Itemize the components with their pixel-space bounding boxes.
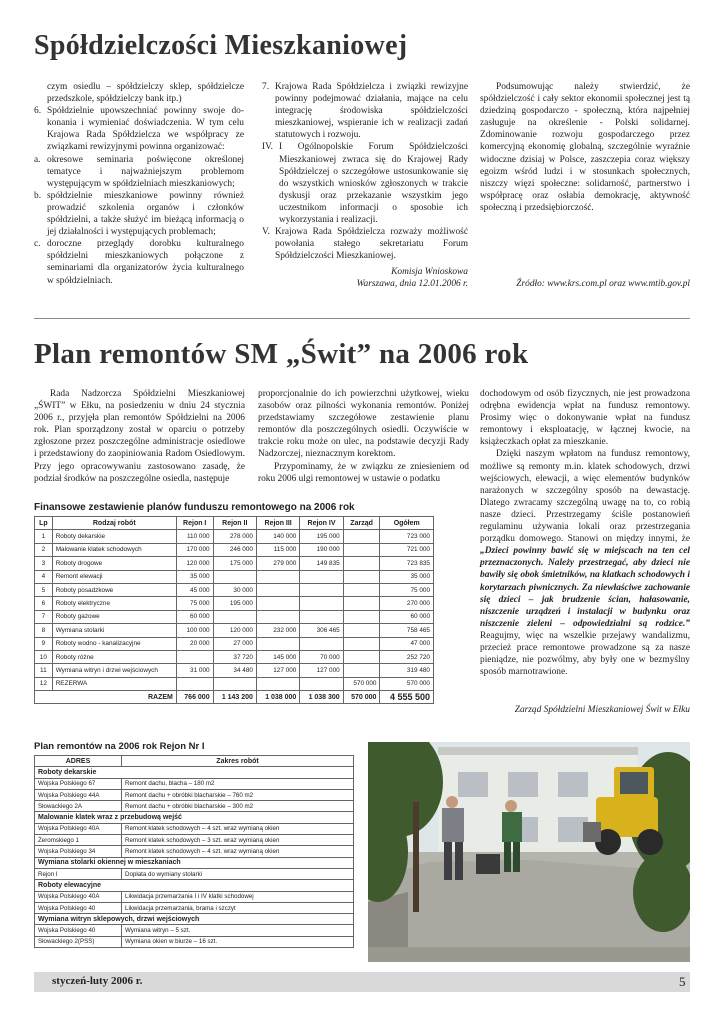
list-item-number: 6. [34,106,42,117]
fin-header-cell: Zarząd [343,517,380,530]
table-row [35,624,434,637]
rejon-header-cell: Zakres robót [122,756,354,767]
article-col-2 [258,388,469,485]
fin-cell: 140 000 [256,530,299,543]
fin-cell: 723 000 [380,530,434,543]
fin-cell: 45 000 [176,583,213,596]
fin-cell [256,570,299,583]
fin-cell: 60 000 [380,610,434,623]
fin-cell: 195 000 [300,530,343,543]
fin-cell [343,543,380,556]
fin-cell [300,597,343,610]
fin-header-cell: Ogółem [380,517,434,530]
fin-cell [300,570,343,583]
list-item-text: doroczne przeglądy dorobku kulturalnego spółdzielni mieszkaniowych połączone z seminariami dla organizatorów życia kulturalnego w spółdzielniach. [47,239,244,286]
scope-cell: Likwidacja przemarzania I i IV klatki schodowej [122,891,354,902]
fin-cell: 149 835 [300,557,343,570]
table-row [35,610,434,623]
list-item-number [34,81,47,105]
table-row [35,583,434,596]
fin-cell: Malowanie klatek schodowych [52,543,176,556]
fin-cell [300,610,343,623]
fin-cell: 4 [35,570,53,583]
list-item [262,226,468,262]
address-cell: Wojska Polskiego 67 [35,778,122,789]
fin-cell [256,677,299,690]
list-item [34,238,244,286]
regulation-quote: „Dzieci powinny bawić się w miejscach na ten cel przeznaczonych. Należy przestrzegać, aby dzieci nie bawiły się obok śmietników, na klatkach schodowych i korytarzach piwnicznych. Za niewłaściwe zachowanie się dzieci – jak brudzenie ścian, hałasowanie, niszczenie urządzeń i instalacji w budynku oraz niszczenie zieleni – odpowiedzialni są rodzice.” [480,546,690,629]
fin-cell: 279 000 [256,557,299,570]
fin-cell: Roboty dekarskie [52,530,176,543]
table-row [35,823,354,834]
fin-cell: 246 000 [213,543,256,556]
fin-cell: 110 000 [176,530,213,543]
fin-cell [213,570,256,583]
fin-cell: 8 [35,624,53,637]
fin-cell: 6 [35,597,53,610]
fin-cell: 170 000 [176,543,213,556]
fin-cell [343,664,380,677]
table-row [35,597,434,610]
fin-cell [300,677,343,690]
table-row [35,677,434,690]
fin-header-cell: Rejon III [256,517,299,530]
fin-cell [343,610,380,623]
fin-cell: 306 465 [300,624,343,637]
page-number: 5 [679,974,686,989]
fin-cell: 75 000 [176,597,213,610]
fin-cell: 10 [35,650,53,663]
table-row [35,835,354,846]
fin-cell: Roboty wodno - kanalizacyjne [52,637,176,650]
list-item-text: Krajowa Rada Spółdzielcza i związki rewizyjne powinny podejmować działania, mające na celu integrację środowiska spółdzielczości mieszkaniowej, wspieranie ich w realizacji zadań statutowych i rozwoju. [275,82,468,141]
table-row [35,868,354,879]
fin-table-caption: Finansowe zestawienie planów funduszu remontowego na 2006 rok [34,502,355,513]
section-label: Roboty elewacyjne [35,880,354,891]
article-col-1: Rada Nadzorcza Spółdzielni Mieszkaniowej „ŚWIT” w Ełku, na posiedzeniu w dniu 24 stycznia 2006 r., przyjęła plan remontów Spółdzielni na 2006 rok. Plan sporządzony został w oparciu o potrzeby zgłoszone przez poszczególne administracje osiedlowe i przedstawiony do zaopiniowania Radom Osiedlowym. Przy jego opracowywaniu zastosowano zasadę, że podział środków na poszczególne osiedla, następuje [34,389,245,484]
fin-cell: 12 [35,677,53,690]
fin-cell: 278 000 [213,530,256,543]
fin-cell [256,610,299,623]
fin-cell: 190 000 [300,543,343,556]
article-col3-para: dochodowym od osób fizycznych, nie jest prowadzona odrębna ewidencja wpłat na fundusz remontowy. Prosimy więc o dokonywanie wpłat na fundusz remontowy i eksploatację, w łącznej kwocie, na książeczkach opłat za mieszkanie. [480,389,690,448]
fin-cell: 11 [35,664,53,677]
signature-date: Warszawa, dnia 12.01.2006 r. [356,279,468,289]
article-col3-para: Dzięki naszym wpłatom na fundusz remontowy, możliwe są remonty m.in. klatek schodowych, drzwi wejściowych, elewacji, a więc elementów budynków narażonych w szczególny sposób na dewastację. Dlatego zwracamy szczególną uwagę na to, co robią nasze dzieci. Przestrzegamy ściśle postanowień regulaminu używania lokali oraz przestrzegania porządku domowego. Stanowi on między innymi, że „Dzieci powinny bawić się w miejscach na ten cel przeznaczonych. Należy przestrzegać, aby dzieci nie bawiły się obok śmietników, na klatkach schodowych i korytarzach piwnicznych. Za niewłaściwe zachowanie się dzieci – jak brudzenie ścian, hałasowanie, niszczenie urządzeń i instalacji w budynku oraz niszczenie zieleni – odpowiedzialni są rodzice.” Reagujmy, więc na wszelkie przejawy wandalizmu, przecież prace remontowe prowadzone są za nasze pieniądze, nie pozwólmy, aby były one w bezmyślny sposób marnotrawione. [480,449,690,678]
fin-cell: Roboty drogowe [52,557,176,570]
address-cell: Wojska Polskiego 40A [35,823,122,834]
fin-cell: 70 000 [300,650,343,663]
photo-illustration [368,742,690,962]
fin-cell [343,583,380,596]
fin-cell: Remont elewacji [52,570,176,583]
list-item-number: c. [34,239,41,250]
fin-cell: 35 000 [176,570,213,583]
fin-cell: 127 000 [300,664,343,677]
fin-cell: 758 465 [380,624,434,637]
address-cell: Wojska Polskiego 40 [35,902,122,913]
scope-cell: Dopłata do wymiany stolarki [122,868,354,879]
section-row [35,914,354,925]
fin-cell: 195 000 [213,597,256,610]
scope-cell: Remont dachu + obróbki blacharskie – 760 m2 [122,789,354,800]
table-row [35,789,354,800]
fin-cell [343,624,380,637]
scope-cell: Wymiana okien w biurze – 16 szt. [122,936,354,947]
fin-header-cell: Rejon I [176,517,213,530]
fin-cell: 47 000 [380,637,434,650]
fin-cell: 75 000 [380,583,434,596]
rejon-table-wrap [34,755,354,948]
table-row [35,530,434,543]
fin-cell [300,583,343,596]
rejon-table [34,755,354,948]
address-cell: Wojska Polskiego 44A [35,789,122,800]
list-item [34,154,244,190]
fin-cell: 37 720 [213,650,256,663]
fin-cell: 120 000 [213,624,256,637]
fin-cell: 115 000 [256,543,299,556]
fin-cell: 127 000 [256,664,299,677]
fin-cell: 34 480 [213,664,256,677]
table-row [35,543,434,556]
fin-cell: 100 000 [176,624,213,637]
scope-cell: Remont klatek schodowych – 4 szt. wraz wymianą okien [122,823,354,834]
fin-cell: Roboty różne [52,650,176,663]
fin-cell: 30 000 [213,583,256,596]
scope-cell: Wymiana witryn – 5 szt. [122,925,354,936]
list-item-text: Krajowa Rada Spółdzielcza rozważy możliwość powołania stałego sekretariatu Forum Spółdzielczości Mieszkaniowej. [275,227,468,262]
list-item-number: a. [34,154,41,165]
fin-cell: 1 [35,530,53,543]
list-item-number: V. [262,227,270,238]
total-cell: 766 000 [176,691,213,704]
fin-cell: 2 [35,543,53,556]
table-row [35,846,354,857]
address-cell: Wojska Polskiego 40A [35,891,122,902]
fin-cell: 721 000 [380,543,434,556]
fin-cell: 60 000 [176,610,213,623]
signature-name: Komisja Wnioskowa [391,267,468,277]
address-cell: Słowackiego 2(PSS) [35,936,122,947]
table-row [35,778,354,789]
fin-cell [256,637,299,650]
table-row [35,801,354,812]
fin-cell [213,610,256,623]
fin-cell [343,530,380,543]
table-row [35,637,434,650]
address-cell: Rejon I [35,868,122,879]
table-row [35,936,354,947]
fin-cell: 7 [35,610,53,623]
fin-cell [300,637,343,650]
fin-cell: 175 000 [213,557,256,570]
list-item-text: spółdzielnie mieszkaniowe powinny również prowadzić szkolenia organów i członków spółdzielni, a także służyć im bieżącą informacją o jej działalności i występujących problemach; [47,190,244,238]
section-label: Malowanie klatek wraz z przebudową wejść [35,812,354,823]
fin-table-wrap [34,516,434,704]
list-item-text: okresowe seminaria poświęcone określonej tematyce i najważniejszym problemom występującym w spółdzielniach mieszkaniowych; [47,154,244,189]
fin-cell [256,583,299,596]
list-item [262,81,468,141]
summary-text: Podsumowując należy stwierdzić, że spółdzielczość i cały sektor ekonomii społecznej jest tą dziedziną gospodarczo - społeczną, która najpełniej zasługuje na określenie - Polski solidarnej. Zdominowanie rozwoju gospodarczego przez komercyjną ekonomię globalną, szczególnie wyraźnie widoczne dzisiaj w Polsce, zaszczepia coraz większy egoizm wśród ludzi i w stosunkach społecznych, niszczy więzi społeczne: solidarność, partnerstwo i współpracę oraz osłabia demokrację, aktywność społeczną i przedsiębiorczość. [480,82,690,213]
fin-cell: 31 000 [176,664,213,677]
fin-cell [176,677,213,690]
fin-cell: 145 000 [256,650,299,663]
issue-date: styczeń-luty 2006 r. [52,975,143,987]
list-item-number: 7. [262,82,270,92]
total-cell: 1 038 000 [256,691,299,704]
list-item-text: Spółdzielnie upowszechniać powinny swoje do-konania i wymieniać doświadczenia. W tym celu Krajowa Rada Spółdzielcza we współpracy ze związkami rewizyjnymi powinna organizować: [47,106,244,153]
fin-cell [176,650,213,663]
scope-cell: Remont klatek schodowych – 3 szt. wraz wymianą okien [122,835,354,846]
fin-cell: 9 [35,637,53,650]
section-label: Roboty dekarskie [35,767,354,778]
fin-cell: 570 000 [343,677,380,690]
fin-cell: REZERWA [52,677,176,690]
fin-cell [213,677,256,690]
fin-cell: 270 000 [380,597,434,610]
fin-cell: 27 000 [213,637,256,650]
scope-cell: Remont dachu, blacha – 180 m2 [122,778,354,789]
article-title: Plan remontów SM „Świt” na 2006 rok [34,338,529,370]
fin-header-cell: Rodzaj robót [52,517,176,530]
list-item-text: I Ogólnopolskie Forum Spółdzielczości Mieszkaniowej zwraca się do Krajowej Rady Spółdzielczej o szczegółowe ustosunkowanie się do wszystkich wniosków zgłoszonych w trakcie dyskusji oraz przekazanie wszystkim jego uczestnikom informacji o sposobie ich wykorzystania i realizacji. [279,142,468,226]
scope-cell: Likwidacja przemarzania, brama i szczyt [122,902,354,913]
total-cell: RAZEM [35,691,177,704]
fin-cell: Roboty elektryczne [52,597,176,610]
fin-cell [343,650,380,663]
section-label: Wymiana witryn sklepowych, drzwi wejściowych [35,914,354,925]
list-item [34,105,244,153]
table-row [35,891,354,902]
total-cell: 570 000 [343,691,380,704]
top-column-3 [480,81,690,281]
article-col2-para: Przypominamy, że w związku ze zniesieniem od roku 2006 ulgi remontowej w ustawie o podatku [258,461,469,484]
total-cell: 1 038 300 [300,691,343,704]
list-item [34,81,244,105]
list-item [262,141,468,226]
total-cell: 4 555 500 [380,691,434,704]
table-row [35,902,354,913]
top-column-2 [262,81,468,262]
rejon-header-cell: ADRES [35,756,122,767]
fin-cell: 723 835 [380,557,434,570]
list-item-number: IV. [262,142,274,153]
section-row [35,880,354,891]
list-item-number: b. [34,190,42,201]
fin-cell [343,557,380,570]
top-column-1 [34,81,244,287]
fin-cell: 232 000 [256,624,299,637]
fin-table [34,516,434,704]
fin-cell: 252 720 [380,650,434,663]
fin-header-cell: Lp [35,517,53,530]
fin-cell: 570 000 [380,677,434,690]
fin-cell: Roboty posadzkowe [52,583,176,596]
section-row [35,857,354,868]
source-note: Źródło: www.krs.com.pl oraz www.mtib.gov.pl [516,279,690,289]
fin-cell: 120 000 [176,557,213,570]
fin-cell: Roboty gazowe [52,610,176,623]
fin-cell: 3 [35,557,53,570]
fin-cell: 20 000 [176,637,213,650]
fin-cell: 319 480 [380,664,434,677]
table-row [35,925,354,936]
address-cell: Wojska Polskiego 40 [35,925,122,936]
fin-cell [343,637,380,650]
construction-photo [368,742,690,962]
table-row [35,570,434,583]
article-signature: Zarząd Spółdzielni Mieszkaniowej Świt w Ełku [514,705,690,715]
table-row [35,650,434,663]
fin-cell: 35 000 [380,570,434,583]
scope-cell: Remont dachu + obróbki blacharskie – 300 m2 [122,801,354,812]
article-col-3 [480,388,690,678]
top-signature [262,266,468,290]
scope-cell: Remont klatek schodowych – 4 szt. wraz wymianą okien [122,846,354,857]
fin-header-cell: Rejon II [213,517,256,530]
rejon-table-caption: Plan remontów na 2006 rok Rejon Nr I [34,741,205,752]
section-title: Spółdzielczości Mieszkaniowej [34,30,408,61]
table-row [35,664,434,677]
section-row [35,767,354,778]
list-item-text: czym osiedlu – spółdzielczy sklep, spółdzielcze przedszkole, spółdzielczy bank itp.) [47,82,244,105]
fin-cell [256,597,299,610]
fin-cell: Wymiana witryn i drzwi wejściowych [52,664,176,677]
fin-cell: 5 [35,583,53,596]
divider [34,318,690,319]
total-row [35,691,434,704]
total-cell: 1 143 200 [213,691,256,704]
list-item [34,190,244,238]
address-cell: Słowackiego 2A [35,801,122,812]
fin-cell: Wymiana stolarki [52,624,176,637]
article-col2-para: proporcjonalnie do ich powierzchni użytkowej, wieku zasobów oraz pilności wykonania remontów. Poniżej przedstawiamy szczegółowe zestawienie planu remontów dla poszczególnych osiedli. Oczywiście w trakcie roku może on ulec, na podstawie decyzji Rady Nadzorczej, nieznacznym korektom. [258,389,469,460]
address-cell: Wojska Polskiego 34 [35,846,122,857]
address-cell: Żeromskiego 1 [35,835,122,846]
section-label: Wymiana stolarki okiennej w mieszkaniach [35,857,354,868]
fin-cell [343,597,380,610]
fin-cell [343,570,380,583]
fin-header-cell: Rejon IV [300,517,343,530]
table-row [35,557,434,570]
section-row [35,812,354,823]
